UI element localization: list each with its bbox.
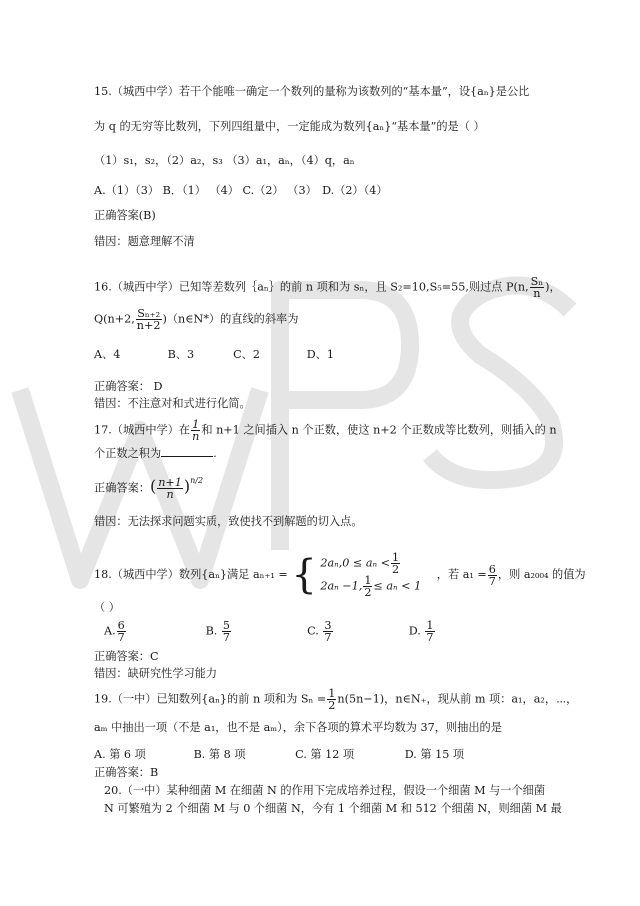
q17-stem-line1 <box>94 419 557 442</box>
q16-text-c: Q(n+2, <box>94 312 135 326</box>
q16-text-d: )（n∈N*）的直线的斜率为 <box>162 312 299 326</box>
frac-den: 7 <box>324 631 332 644</box>
frac-den: n <box>192 430 200 443</box>
q19-fraction <box>327 688 336 711</box>
choice-a: A.（1）（3） <box>94 184 160 197</box>
frac-num: Sₙ₊₂ <box>137 307 161 320</box>
choice-a: A. 第 6 项 <box>94 748 146 761</box>
choice-b <box>206 620 304 643</box>
q15-stem-line2: 为 q 的无穷等比数列，下列四组量中，一定能成为数列{aₙ}“基本量”的是（ ） <box>94 120 485 133</box>
q19-answer: 正确答案：B <box>94 766 159 779</box>
frac-num: 1 <box>426 619 434 632</box>
q20-stem-line1: 20.（一中）某种细菌 M 在细菌 N 的作用下完成培养过程，假设一个细菌 M 与一个细菌 <box>104 784 546 797</box>
case1-text: 2aₙ,0 ≤ aₙ < <box>320 556 391 570</box>
frac-den: 7 <box>426 631 434 644</box>
frac-den: 7 <box>488 574 496 588</box>
q17-answer-label: 正确答案： <box>94 481 150 495</box>
case-1 <box>320 552 421 575</box>
choice-b: B．（1） （4） <box>162 184 239 197</box>
case2-frac <box>363 575 372 598</box>
q18-answer: 正确答案：C <box>94 650 159 663</box>
frac-den: n <box>166 488 174 501</box>
frac-num: 6 <box>488 562 496 576</box>
choice-a: A、4 <box>94 348 121 361</box>
q17-text-d: . <box>213 447 217 460</box>
frac-den: 7 <box>117 631 125 644</box>
choice-frac <box>323 620 332 643</box>
q15-choices <box>94 183 420 199</box>
q17-text-a: 17.（城西中学）在 <box>94 423 191 437</box>
choice-c <box>307 620 405 643</box>
choice-label: A. <box>104 624 116 638</box>
choice-d: D. 第 15 项 <box>404 748 465 761</box>
q18-choices <box>104 620 507 643</box>
choice-frac <box>425 620 434 643</box>
q17-text-c: 个正数之积为 <box>94 447 162 460</box>
q16-fraction-1 <box>530 276 545 299</box>
q17-fraction <box>191 419 200 442</box>
q17-stem-line2 <box>94 446 217 462</box>
q18-text-b: ，若 a₁ = <box>436 568 487 581</box>
frac-num: 1 <box>392 551 400 564</box>
frac-num: n+1 <box>158 476 182 489</box>
q16-text-a: 16.（城西中学）已知等差数列｛aₙ｝的前 n 项和为 sₙ，且 S₂=10,S₅=55,则过点 P(n, <box>94 280 529 294</box>
q16-text-b: )， <box>545 280 561 294</box>
q17-answer <box>94 477 203 500</box>
frac-num: 1 <box>328 687 336 700</box>
close-paren: ) <box>183 476 191 496</box>
q18-error: 错因：缺研究性学习能力 <box>94 667 218 680</box>
q18-text-a: 18.（城西中学）数列{aₙ}满足 aₙ₊₁ = <box>94 568 288 581</box>
choice-frac <box>222 620 231 643</box>
frac-den: 7 <box>222 631 231 644</box>
frac-den: 2 <box>328 699 336 712</box>
left-brace: { <box>291 552 317 598</box>
q16-stem-line2 <box>94 308 298 331</box>
q15-stem-line1: 15.（城西中学）若干个能唯一确定一个数列的量称为该数列的“基本量”，设{aₙ}是公比 <box>94 85 530 98</box>
choice-label: C. <box>307 624 319 638</box>
q16-error: 错因：不注意对和式进行化简。 <box>94 397 251 410</box>
q18-piecewise <box>320 552 421 598</box>
answer-blank <box>161 446 213 457</box>
frac-num: 6 <box>117 619 125 632</box>
choice-c: C、2 <box>233 348 260 361</box>
frac-den: 2 <box>392 563 400 576</box>
q17-error: 错因：无法探求问题实质，致使找不到解题的切入点。 <box>94 515 363 528</box>
q18-text-c: ，则 a₂₀₀₄ 的值为 <box>497 568 586 581</box>
q18-stem <box>94 552 586 598</box>
q17-answer-fraction <box>157 477 183 500</box>
choice-c: C.（2） （3） <box>242 184 317 197</box>
frac-num: 3 <box>324 619 332 632</box>
case2-text-b: ≤ aₙ < 1 <box>373 579 422 593</box>
choice-b: B. 第 8 项 <box>193 748 246 761</box>
q17-text-b: 和 n+1 之间插入 n 个正数，使这 n+2 个正数成等比数列，则插入的 n <box>201 423 557 437</box>
q19-stem-line2: aₘ 中抽出一项（不是 a₁，也不是 aₘ），余下各项的算术平均数为 37，则抽出的是 <box>94 721 502 734</box>
q16-choices <box>94 347 405 363</box>
case2-text-a: 2aₙ −1, <box>320 579 363 593</box>
choice-a <box>104 620 202 643</box>
q16-fraction-2 <box>136 308 162 331</box>
choice-b: B、3 <box>167 348 195 361</box>
q15-error: 错因：题意理解不清 <box>94 235 195 248</box>
choice-frac <box>117 620 126 643</box>
choice-d: D.（2）（4） <box>322 184 388 197</box>
choice-label: D. <box>408 624 421 638</box>
q19-text-b: n(5n−1)，n∈N₊，现从前 m 项：a₁，a₂，⋯， <box>337 692 578 706</box>
frac-num: 5 <box>222 619 231 632</box>
frac-den: n <box>533 287 541 300</box>
q19-stem-line1 <box>94 688 577 711</box>
q19-text-a: 19.（一中）已知数列{aₙ}的前 n 项和为 Sₙ = <box>94 692 327 706</box>
q15-options-line: （1）s₁，s₂，（2）a₂，s₃ （3）a₁，aₙ，（4）q，aₙ <box>94 154 355 167</box>
choice-label: B. <box>205 624 218 638</box>
frac-num: Sₙ <box>530 275 544 288</box>
q16-stem-line1 <box>94 276 561 299</box>
frac-num: 1 <box>192 418 200 431</box>
frac-den: 2 <box>364 586 372 599</box>
choice-d: D、1 <box>306 348 334 361</box>
case1-frac <box>391 552 400 575</box>
open-paren: ( <box>149 476 157 496</box>
frac-num: 1 <box>364 574 372 587</box>
choice-c: C. 第 12 项 <box>295 748 355 761</box>
q20-stem-line2: N 可繁殖为 2 个细菌 M 与 0 个细菌 N，今有 1 个细菌 M 和 512 个细菌 N，则细菌 M 最 <box>104 802 562 815</box>
q15-answer: 正确答案(B) <box>94 209 156 222</box>
q18-paren: （ ） <box>94 601 120 614</box>
case-2 <box>320 575 421 598</box>
q16-answer: 正确答案： D <box>94 380 163 393</box>
choice-d <box>409 620 507 643</box>
q19-choices <box>94 747 503 763</box>
a1-frac <box>488 564 497 587</box>
answer-exponent: n/2 <box>190 476 204 485</box>
frac-den: n+2 <box>136 319 161 332</box>
